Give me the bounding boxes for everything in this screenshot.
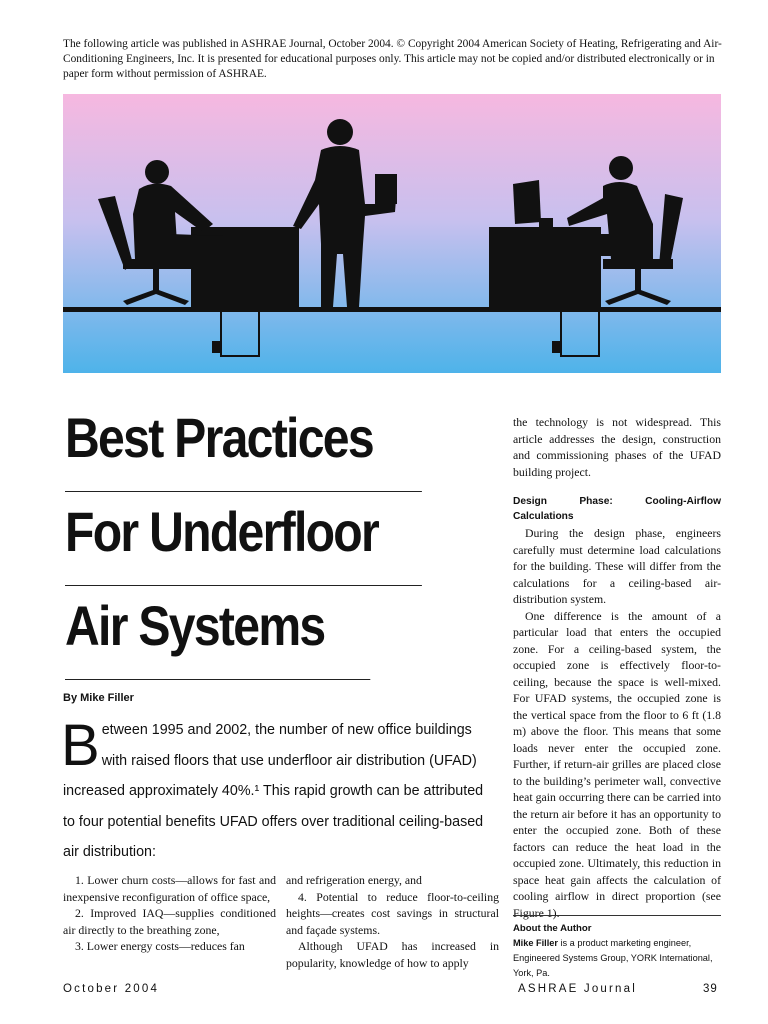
lead-text: etween 1995 and 2002, the number of new office buildings with raised floors that use underfloor air distribution (UFAD) increased approximately 40%.¹ This rapid growth can be attributed to four potential benefits UFAD offers over traditional ceiling-based air distribution: — [63, 722, 484, 860]
list-item: 3. Lower energy costs—reduces fan — [75, 939, 245, 953]
footer-journal: ASHRAE Journal — [518, 983, 638, 995]
about-the-author — [513, 915, 721, 981]
office-silhouette-illustration — [63, 94, 721, 373]
paragraph: During the design phase, engineers carefully must determine load calculations for the building. These will differ from the calculations for a ceiling-based air-distribution system. — [513, 526, 721, 606]
list-item: 1. Lower churn costs—allows for fast and inexpensive reconfiguration of office space, — [63, 873, 276, 904]
section-heading: Design Phase: Cooling-Airflow Calculations — [513, 496, 721, 522]
body-column-3 — [513, 414, 721, 921]
page-number: 39 — [703, 983, 718, 995]
paragraph: the technology is not widespread. This article addresses the design, construction and commissioning phases of the UFAD building project. — [513, 415, 721, 479]
footer-date: October 2004 — [63, 983, 160, 995]
title-line-3: Air Systems — [65, 586, 370, 680]
byline: By Mike Filler — [63, 692, 134, 704]
list-item-continued: and refrigeration energy, and — [286, 873, 422, 887]
author-name: Mike Filler — [513, 938, 558, 948]
author-bio-text: is a product marketing engineer, Engineered Systems Group, YORK International, York, Pa. — [513, 938, 713, 978]
drop-cap: B — [61, 713, 100, 778]
copyright-notice: The following article was published in ASHRAE Journal, October 2004. © Copyright 2004 American Society of Heating, Refrigerating and Air-Conditioning Engineers, Inc. It is presented for educational purposes only. This article may not be copied and/or distributed electronically or in paper form without permission of ASHRAE. — [63, 38, 722, 81]
header-illustration — [63, 94, 721, 373]
title-line-2: For Underfloor — [65, 492, 422, 586]
paragraph: One difference is the amount of a particular load that enters the occupied zone. For a ceiling-based system, the occupied zone is effectively floor-to-ceiling, because the space is well-mixed. For UFAD systems, the occupied zone is the vertical space from the floor to 6 ft (1.8 m) above the floor. This means that some loads never enter the occupied zone. Further, if return-air grilles are placed close to the building’s perimeter wall, convective heat gain occurring there can be carried into the return air before it has an opportunity to enter the occupied zone. Both of these factors can reduce the heat load in the occupied zone. Ultimately, this reduction in space heat gain affects the calculation of cooling airflow in direct proportion (see Figure 1). — [513, 608, 721, 920]
body-column-1 — [63, 872, 276, 955]
lead-paragraph — [63, 715, 499, 868]
body-column-2 — [286, 872, 499, 971]
article-title — [65, 398, 430, 680]
about-heading: About the Author — [513, 923, 592, 934]
title-line-1: Best Practices — [65, 398, 422, 492]
raised-floor — [63, 307, 721, 312]
author-bio — [513, 936, 721, 981]
list-item: 2. Improved IAQ—supplies conditioned air directly to the breathing zone, — [63, 906, 276, 937]
list-item: 4. Potential to reduce floor-to-ceiling heights—creates cost savings in structural and façade systems. — [286, 889, 499, 937]
paragraph: Although UFAD has increased in popularity, knowledge of how to apply — [286, 939, 499, 970]
